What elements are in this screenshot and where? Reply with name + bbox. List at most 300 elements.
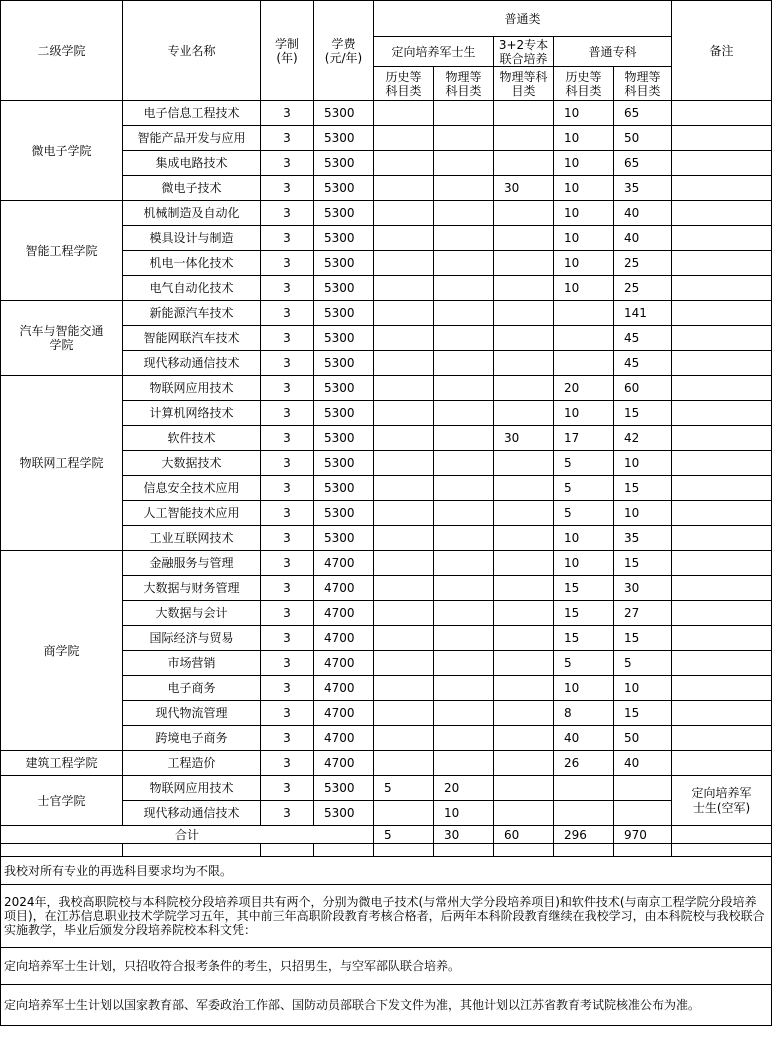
military-history-count xyxy=(374,601,434,626)
vocational-history-count: 10 xyxy=(554,176,614,201)
header-major: 专业名称 xyxy=(123,1,261,101)
spacer-cell xyxy=(261,844,314,857)
college-name-line2: 学院 xyxy=(49,338,74,352)
vocational-physics-count: 45 xyxy=(614,326,672,351)
joint-physics-count xyxy=(494,626,554,651)
major-name: 大数据技术 xyxy=(123,451,261,476)
vocational-physics-count xyxy=(614,801,672,826)
major-name: 智能产品开发与应用 xyxy=(123,126,261,151)
header-voc-physics-line1: 物理等 xyxy=(624,69,661,84)
major-name: 金融服务与管理 xyxy=(123,551,261,576)
fee-value: 5300 xyxy=(314,376,374,401)
vocational-history-count xyxy=(554,301,614,326)
fee-value: 4700 xyxy=(314,551,374,576)
remark-cell xyxy=(672,751,772,776)
duration-value: 3 xyxy=(261,251,314,276)
vocational-physics-count: 30 xyxy=(614,576,672,601)
vocational-history-count: 15 xyxy=(554,601,614,626)
vocational-history-count: 26 xyxy=(554,751,614,776)
major-name: 新能源汽车技术 xyxy=(123,301,261,326)
fee-value: 4700 xyxy=(314,751,374,776)
joint-physics-count xyxy=(494,751,554,776)
joint-physics-count xyxy=(494,726,554,751)
fee-value: 4700 xyxy=(314,701,374,726)
joint-physics-count xyxy=(494,776,554,801)
major-name: 信息安全技术应用 xyxy=(123,476,261,501)
vocational-history-count: 15 xyxy=(554,626,614,651)
military-physics-count xyxy=(434,526,494,551)
spacer-cell xyxy=(494,844,554,857)
major-name: 工程造价 xyxy=(123,751,261,776)
duration-value: 3 xyxy=(261,776,314,801)
joint-physics-count xyxy=(494,701,554,726)
header-duration-line2: (年) xyxy=(276,50,298,65)
header-physics-line1: 物理等 xyxy=(445,69,482,84)
remark-cell xyxy=(672,176,772,201)
military-physics-count xyxy=(434,576,494,601)
military-physics-count xyxy=(434,401,494,426)
fee-value: 5300 xyxy=(314,276,374,301)
military-physics-count xyxy=(434,451,494,476)
vocational-physics-count: 40 xyxy=(614,201,672,226)
duration-value: 3 xyxy=(261,126,314,151)
vocational-history-count: 17 xyxy=(554,426,614,451)
vocational-physics-count: 15 xyxy=(614,476,672,501)
military-physics-count xyxy=(434,501,494,526)
header-joint-physics-line2: 目类 xyxy=(511,83,536,98)
remark-cell xyxy=(672,501,772,526)
vocational-physics-count: 60 xyxy=(614,376,672,401)
military-history-count xyxy=(374,301,434,326)
table-row xyxy=(1,551,772,576)
military-history-count xyxy=(374,751,434,776)
vocational-history-count: 10 xyxy=(554,526,614,551)
vocational-physics-count xyxy=(614,776,672,801)
fee-value: 5300 xyxy=(314,151,374,176)
military-history-count xyxy=(374,801,434,826)
remark-cell xyxy=(672,326,772,351)
fee-value: 4700 xyxy=(314,726,374,751)
military-physics-count xyxy=(434,426,494,451)
duration-value: 3 xyxy=(261,751,314,776)
fee-value: 4700 xyxy=(314,651,374,676)
duration-value: 3 xyxy=(261,201,314,226)
major-name: 微电子技术 xyxy=(123,176,261,201)
duration-value: 3 xyxy=(261,451,314,476)
military-physics-count xyxy=(434,101,494,126)
remark-cell xyxy=(672,451,772,476)
vocational-physics-count: 65 xyxy=(614,101,672,126)
note-row xyxy=(1,885,772,948)
military-physics-count xyxy=(434,651,494,676)
total-row xyxy=(1,826,772,844)
major-name: 现代移动通信技术 xyxy=(123,801,261,826)
note-official-source: 定向培养军士生计划以国家教育部、军委政治工作部、国防动员部联合下发文件为准，其他计划以江苏省教育考试院核准公布为准。 xyxy=(1,985,772,1026)
college-name: 物联网工程学院 xyxy=(1,376,123,551)
header-duration xyxy=(261,1,314,101)
vocational-physics-count: 50 xyxy=(614,726,672,751)
joint-physics-count xyxy=(494,251,554,276)
duration-value: 3 xyxy=(261,501,314,526)
major-name: 人工智能技术应用 xyxy=(123,501,261,526)
duration-value: 3 xyxy=(261,351,314,376)
fee-value: 5300 xyxy=(314,201,374,226)
vocational-history-count: 15 xyxy=(554,576,614,601)
joint-physics-count xyxy=(494,401,554,426)
major-name: 大数据与财务管理 xyxy=(123,576,261,601)
header-general: 普通类 xyxy=(374,1,672,37)
major-name: 机电一体化技术 xyxy=(123,251,261,276)
fee-value: 5300 xyxy=(314,801,374,826)
military-physics-count xyxy=(434,726,494,751)
military-history-count xyxy=(374,201,434,226)
joint-physics-count xyxy=(494,576,554,601)
header-duration-line1: 学制 xyxy=(274,36,299,51)
military-history-count xyxy=(374,451,434,476)
total-military-physics: 30 xyxy=(434,826,494,844)
vocational-physics-count: 15 xyxy=(614,626,672,651)
spacer-cell xyxy=(672,844,772,857)
total-label: 合计 xyxy=(1,826,374,844)
vocational-history-count: 8 xyxy=(554,701,614,726)
vocational-physics-count: 10 xyxy=(614,676,672,701)
header-history-line1: 历史等 xyxy=(385,69,422,84)
military-physics-count: 20 xyxy=(434,776,494,801)
military-physics-count xyxy=(434,326,494,351)
fee-value: 5300 xyxy=(314,401,374,426)
vocational-physics-count: 141 xyxy=(614,301,672,326)
remark-cell xyxy=(672,726,772,751)
duration-value: 3 xyxy=(261,151,314,176)
header-vocational: 普通专科 xyxy=(554,37,672,67)
table-row xyxy=(1,376,772,401)
vocational-physics-count: 35 xyxy=(614,526,672,551)
military-history-count: 5 xyxy=(374,776,434,801)
duration-value: 3 xyxy=(261,676,314,701)
military-physics-count: 10 xyxy=(434,801,494,826)
remark-cell xyxy=(672,551,772,576)
fee-value: 5300 xyxy=(314,176,374,201)
remark-cell xyxy=(672,276,772,301)
college-name: 建筑工程学院 xyxy=(1,751,123,776)
college-name: 微电子学院 xyxy=(1,101,123,201)
fee-value: 4700 xyxy=(314,576,374,601)
major-name: 电子商务 xyxy=(123,676,261,701)
fee-value: 4700 xyxy=(314,676,374,701)
duration-value: 3 xyxy=(261,651,314,676)
duration-value: 3 xyxy=(261,376,314,401)
college-name xyxy=(1,301,123,376)
duration-value: 3 xyxy=(261,226,314,251)
joint-physics-count xyxy=(494,501,554,526)
remark-line2: 士生(空军) xyxy=(692,800,751,815)
duration-value: 3 xyxy=(261,101,314,126)
military-history-count xyxy=(374,101,434,126)
remark-cell xyxy=(672,651,772,676)
header-fee-line2: (元/年) xyxy=(324,50,363,65)
military-physics-count xyxy=(434,201,494,226)
duration-value: 3 xyxy=(261,301,314,326)
total-military-history: 5 xyxy=(374,826,434,844)
remark-cell xyxy=(672,351,772,376)
military-physics-count xyxy=(434,476,494,501)
spacer-row xyxy=(1,844,772,857)
total-joint-physics: 60 xyxy=(494,826,554,844)
vocational-physics-count: 15 xyxy=(614,551,672,576)
remark-cell xyxy=(672,526,772,551)
fee-value: 5300 xyxy=(314,451,374,476)
military-history-count xyxy=(374,576,434,601)
military-physics-count xyxy=(434,251,494,276)
vocational-physics-count: 5 xyxy=(614,651,672,676)
remark-cell xyxy=(672,376,772,401)
vocational-physics-count: 40 xyxy=(614,751,672,776)
remark-cell xyxy=(672,476,772,501)
military-history-count xyxy=(374,701,434,726)
vocational-physics-count: 15 xyxy=(614,701,672,726)
total-remark xyxy=(672,826,772,844)
joint-physics-count xyxy=(494,151,554,176)
note-row xyxy=(1,948,772,985)
joint-physics-count xyxy=(494,451,554,476)
duration-value: 3 xyxy=(261,276,314,301)
remark-cell xyxy=(672,201,772,226)
military-history-count xyxy=(374,276,434,301)
header-military-physics xyxy=(434,67,494,101)
major-name: 软件技术 xyxy=(123,426,261,451)
header-remark: 备注 xyxy=(672,1,772,101)
college-name: 智能工程学院 xyxy=(1,201,123,301)
remark-cell xyxy=(672,626,772,651)
major-name: 电子信息工程技术 xyxy=(123,101,261,126)
table-row xyxy=(1,776,772,801)
table-body xyxy=(1,101,772,826)
fee-value: 4700 xyxy=(314,601,374,626)
duration-value: 3 xyxy=(261,626,314,651)
major-name: 物联网应用技术 xyxy=(123,776,261,801)
military-history-count xyxy=(374,351,434,376)
vocational-history-count: 20 xyxy=(554,376,614,401)
header-fee xyxy=(314,1,374,101)
vocational-physics-count: 10 xyxy=(614,501,672,526)
vocational-history-count xyxy=(554,801,614,826)
fee-value: 5300 xyxy=(314,251,374,276)
header-joint-physics xyxy=(494,67,554,101)
spacer-cell xyxy=(314,844,374,857)
vocational-physics-count: 40 xyxy=(614,226,672,251)
joint-physics-count xyxy=(494,126,554,151)
remark-cell xyxy=(672,101,772,126)
remark-cell xyxy=(672,126,772,151)
major-name: 现代物流管理 xyxy=(123,701,261,726)
header-vocational-physics xyxy=(614,67,672,101)
military-history-count xyxy=(374,676,434,701)
vocational-physics-count: 25 xyxy=(614,251,672,276)
table-row xyxy=(1,201,772,226)
total-vocational-physics: 970 xyxy=(614,826,672,844)
vocational-history-count: 5 xyxy=(554,451,614,476)
joint-physics-count xyxy=(494,476,554,501)
vocational-physics-count: 45 xyxy=(614,351,672,376)
duration-value: 3 xyxy=(261,326,314,351)
spacer-cell xyxy=(434,844,494,857)
table-header xyxy=(1,1,772,101)
vocational-history-count: 5 xyxy=(554,651,614,676)
joint-physics-count xyxy=(494,551,554,576)
military-physics-count xyxy=(434,701,494,726)
military-history-count xyxy=(374,226,434,251)
duration-value: 3 xyxy=(261,526,314,551)
vocational-history-count: 10 xyxy=(554,101,614,126)
military-history-count xyxy=(374,726,434,751)
joint-physics-count: 30 xyxy=(494,426,554,451)
fee-value: 5300 xyxy=(314,526,374,551)
major-name: 现代移动通信技术 xyxy=(123,351,261,376)
vocational-history-count: 10 xyxy=(554,126,614,151)
joint-physics-count: 30 xyxy=(494,176,554,201)
vocational-history-count: 10 xyxy=(554,151,614,176)
major-name: 机械制造及自动化 xyxy=(123,201,261,226)
military-history-count xyxy=(374,326,434,351)
military-physics-count xyxy=(434,551,494,576)
vocational-physics-count: 27 xyxy=(614,601,672,626)
major-name: 国际经济与贸易 xyxy=(123,626,261,651)
fee-value: 5300 xyxy=(314,501,374,526)
header-physics-line2: 科目类 xyxy=(445,83,482,98)
header-history-line2: 科目类 xyxy=(385,83,422,98)
joint-physics-count xyxy=(494,301,554,326)
vocational-history-count: 10 xyxy=(554,276,614,301)
major-name: 计算机网络技术 xyxy=(123,401,261,426)
fee-value: 5300 xyxy=(314,126,374,151)
header-joint-line2: 联合培养 xyxy=(499,51,548,66)
joint-physics-count xyxy=(494,226,554,251)
major-name: 模具设计与制造 xyxy=(123,226,261,251)
remark-cell xyxy=(672,251,772,276)
fee-value: 5300 xyxy=(314,326,374,351)
military-history-count xyxy=(374,176,434,201)
duration-value: 3 xyxy=(261,801,314,826)
military-history-count xyxy=(374,426,434,451)
military-history-count xyxy=(374,626,434,651)
table-row xyxy=(1,751,772,776)
duration-value: 3 xyxy=(261,401,314,426)
military-physics-count xyxy=(434,301,494,326)
note-row xyxy=(1,985,772,1026)
major-name: 大数据与会计 xyxy=(123,601,261,626)
joint-physics-count xyxy=(494,801,554,826)
military-history-count xyxy=(374,126,434,151)
vocational-history-count: 10 xyxy=(554,201,614,226)
vocational-history-count xyxy=(554,776,614,801)
duration-value: 3 xyxy=(261,601,314,626)
table-row xyxy=(1,101,772,126)
remark-cell xyxy=(672,601,772,626)
remark-cell xyxy=(672,226,772,251)
header-joint xyxy=(494,37,554,67)
military-history-count xyxy=(374,151,434,176)
joint-physics-count xyxy=(494,201,554,226)
major-name: 电气自动化技术 xyxy=(123,276,261,301)
military-physics-count xyxy=(434,351,494,376)
college-name: 士官学院 xyxy=(1,776,123,826)
military-history-count xyxy=(374,526,434,551)
military-physics-count xyxy=(434,376,494,401)
major-name: 跨境电子商务 xyxy=(123,726,261,751)
header-voc-physics-line2: 科目类 xyxy=(624,83,661,98)
remark-cell xyxy=(672,151,772,176)
vocational-history-count: 10 xyxy=(554,226,614,251)
military-physics-count xyxy=(434,151,494,176)
spacer-cell xyxy=(374,844,434,857)
joint-physics-count xyxy=(494,526,554,551)
header-vocational-history xyxy=(554,67,614,101)
header-military: 定向培养军士生 xyxy=(374,37,494,67)
major-name: 市场营销 xyxy=(123,651,261,676)
duration-value: 3 xyxy=(261,576,314,601)
military-physics-count xyxy=(434,626,494,651)
major-name: 集成电路技术 xyxy=(123,151,261,176)
duration-value: 3 xyxy=(261,176,314,201)
joint-physics-count xyxy=(494,101,554,126)
header-military-history xyxy=(374,67,434,101)
major-name: 智能网联汽车技术 xyxy=(123,326,261,351)
duration-value: 3 xyxy=(261,701,314,726)
table-footer xyxy=(1,826,772,1026)
vocational-history-count: 5 xyxy=(554,501,614,526)
major-name: 工业互联网技术 xyxy=(123,526,261,551)
duration-value: 3 xyxy=(261,551,314,576)
fee-value: 4700 xyxy=(314,626,374,651)
joint-physics-count xyxy=(494,351,554,376)
note-military-plan: 定向培养军士生计划，只招收符合报考条件的考生，只招男生，与空军部队联合培养。 xyxy=(1,948,772,985)
military-history-count xyxy=(374,476,434,501)
military-history-count xyxy=(374,401,434,426)
vocational-history-count: 10 xyxy=(554,676,614,701)
military-physics-count xyxy=(434,276,494,301)
vocational-physics-count: 25 xyxy=(614,276,672,301)
total-vocational-history: 296 xyxy=(554,826,614,844)
remark-cell xyxy=(672,776,772,826)
duration-value: 3 xyxy=(261,726,314,751)
vocational-physics-count: 10 xyxy=(614,451,672,476)
military-physics-count xyxy=(434,176,494,201)
fee-value: 5300 xyxy=(314,101,374,126)
vocational-history-count: 40 xyxy=(554,726,614,751)
vocational-physics-count: 35 xyxy=(614,176,672,201)
joint-physics-count xyxy=(494,651,554,676)
note-elective-requirement: 我校对所有专业的再选科目要求均为不限。 xyxy=(1,857,772,885)
vocational-physics-count: 15 xyxy=(614,401,672,426)
vocational-history-count: 10 xyxy=(554,401,614,426)
joint-physics-count xyxy=(494,276,554,301)
major-name: 物联网应用技术 xyxy=(123,376,261,401)
header-voc-history-line1: 历史等 xyxy=(565,69,602,84)
note-row xyxy=(1,857,772,885)
joint-physics-count xyxy=(494,676,554,701)
military-history-count xyxy=(374,251,434,276)
military-physics-count xyxy=(434,751,494,776)
header-joint-physics-line1: 物理等科 xyxy=(499,69,548,84)
remark-cell xyxy=(672,701,772,726)
vocational-history-count xyxy=(554,326,614,351)
duration-value: 3 xyxy=(261,476,314,501)
duration-value: 3 xyxy=(261,426,314,451)
joint-physics-count xyxy=(494,376,554,401)
remark-cell xyxy=(672,301,772,326)
header-college: 二级学院 xyxy=(1,1,123,101)
remark-cell xyxy=(672,676,772,701)
